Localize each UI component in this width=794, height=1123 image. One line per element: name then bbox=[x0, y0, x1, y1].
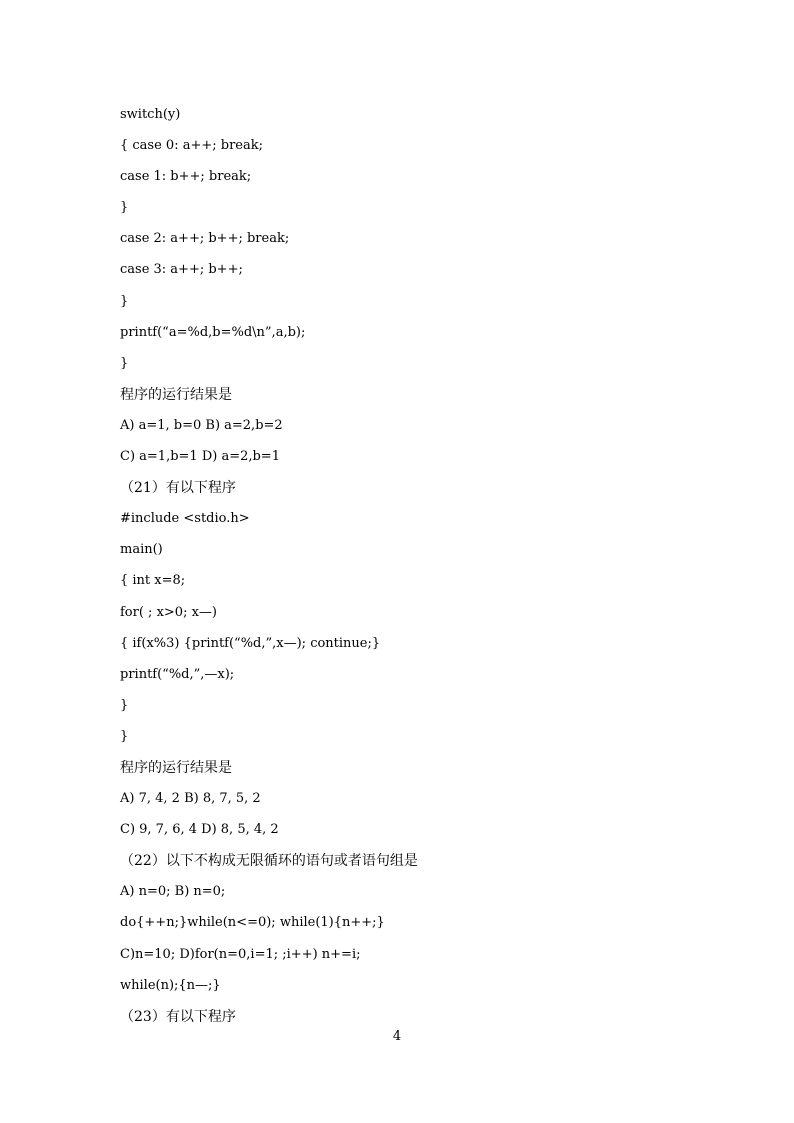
text-line: do{++n;}while(n<=0); while(1){n++;} bbox=[120, 915, 385, 931]
text-line: { case 0: a++; break; bbox=[120, 138, 263, 154]
text-line: { if(x%3) {printf(“%d,”,x—); continue;} bbox=[120, 635, 381, 651]
text-line: main() bbox=[120, 542, 163, 558]
answer-options: C)n=10; D)for(n=0,i=1; ;i++) n+=i; bbox=[120, 946, 361, 962]
answer-options: C) 9, 7, 6, 4 D) 8, 5, 4, 2 bbox=[120, 822, 279, 838]
text-line: } bbox=[120, 697, 129, 713]
text-line: for( ; x>0; x—) bbox=[120, 604, 217, 620]
text-line: printf(“%d,”,—x); bbox=[120, 666, 235, 682]
text-line: } bbox=[120, 728, 129, 744]
text-line: switch(y) bbox=[120, 107, 181, 122]
text-line: } bbox=[120, 293, 129, 309]
text-line: case 2: a++; b++; break; bbox=[120, 231, 290, 247]
question-heading: （23）有以下程序 bbox=[120, 1008, 236, 1025]
text-line: } bbox=[120, 200, 129, 216]
text-line: } bbox=[120, 355, 129, 371]
text-line: { int x=8; bbox=[120, 573, 186, 589]
answer-options: C) a=1,b=1 D) a=2,b=1 bbox=[120, 449, 280, 465]
page-number: 4 bbox=[392, 1029, 402, 1044]
text-line: case 1: b++; break; bbox=[120, 169, 252, 185]
question-prompt: 程序的运行结果是 bbox=[120, 759, 232, 776]
text-line: #include <stdio.h> bbox=[120, 511, 250, 527]
text-line: case 3: a++; b++; bbox=[120, 262, 243, 278]
answer-options: A) 7, 4, 2 B) 8, 7, 5, 2 bbox=[120, 791, 261, 807]
question-prompt: 程序的运行结果是 bbox=[120, 386, 232, 403]
answer-options: A) a=1, b=0 B) a=2,b=2 bbox=[120, 417, 283, 433]
answer-options: A) n=0; B) n=0; bbox=[120, 884, 226, 900]
document-body bbox=[120, 105, 740, 1038]
text-line: printf(“a=%d,b=%d\n”,a,b); bbox=[120, 324, 306, 340]
text-line: while(n);{n—;} bbox=[120, 977, 221, 993]
question-heading: （21）有以下程序 bbox=[120, 480, 236, 497]
question-heading: （22）以下不构成无限循环的语句或者语句组是 bbox=[120, 853, 418, 870]
